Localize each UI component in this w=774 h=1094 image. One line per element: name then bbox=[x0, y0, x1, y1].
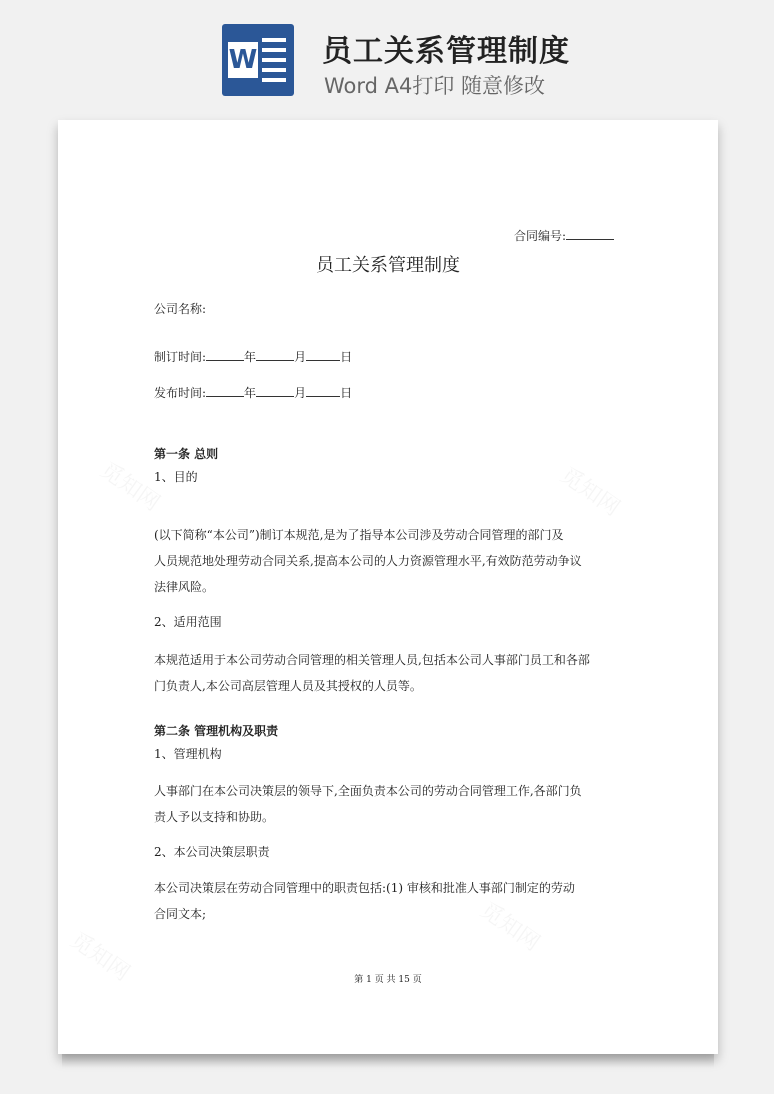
word-icon-lines bbox=[262, 38, 286, 88]
contract-number-field: 合同编号: bbox=[514, 227, 614, 244]
watermark bbox=[475, 894, 547, 957]
publish-date-field: 发布时间: 年 月 日 bbox=[154, 386, 353, 400]
banner-subtitle: Word A4打印 随意修改 bbox=[324, 74, 546, 98]
section-heading: 1、目的 bbox=[154, 470, 198, 484]
page-footer: 第 1 页 共 15 页 bbox=[354, 975, 422, 985]
article-1-heading: 第一条 总则 bbox=[154, 447, 219, 461]
paragraph-line: 合同文本; bbox=[154, 907, 207, 921]
section-heading: 2、适用范围 bbox=[154, 615, 222, 629]
article-2-heading: 第二条 管理机构及职责 bbox=[154, 724, 279, 738]
watermark bbox=[555, 459, 627, 522]
banner-title: 员工关系管理制度 bbox=[322, 34, 570, 69]
paragraph-line: 法律风险。 bbox=[154, 580, 215, 594]
section-heading: 1、管理机构 bbox=[154, 747, 222, 761]
document-title: 员工关系管理制度 bbox=[316, 255, 460, 276]
document-page bbox=[58, 120, 718, 1054]
paragraph-line: 门负责人,本公司高层管理人员及其授权的人员等。 bbox=[154, 679, 422, 693]
template-banner bbox=[0, 0, 774, 110]
paragraph-line: 本规范适用于本公司劳动合同管理的相关管理人员,包括本公司人事部门员工和各部 bbox=[154, 653, 590, 667]
paragraph-line: 责人予以支持和协助。 bbox=[154, 810, 275, 824]
word-icon-letter: W bbox=[228, 42, 258, 78]
company-name-field: 公司名称: bbox=[154, 302, 207, 316]
paragraph-line: 本公司决策层在劳动合同管理中的职责包括:(1) 审核和批准人事部门制定的劳动 bbox=[154, 881, 575, 895]
section-heading: 2、本公司决策层职责 bbox=[154, 845, 270, 859]
page-shadow bbox=[62, 1054, 714, 1068]
word-app-icon bbox=[222, 24, 294, 96]
paragraph-line: (以下简称“本公司”)制订本规范,是为了指导本公司涉及劳动合同管理的部门及 bbox=[154, 528, 564, 542]
watermark bbox=[95, 454, 167, 517]
paragraph-line: 人事部门在本公司决策层的领导下,全面负责本公司的劳动合同管理工作,各部门负 bbox=[154, 784, 582, 798]
paragraph-line: 人员规范地处理劳动合同关系,提高本公司的人力资源管理水平,有效防范劳动争议 bbox=[154, 554, 582, 568]
made-date-field: 制订时间: 年 月 日 bbox=[154, 350, 353, 364]
